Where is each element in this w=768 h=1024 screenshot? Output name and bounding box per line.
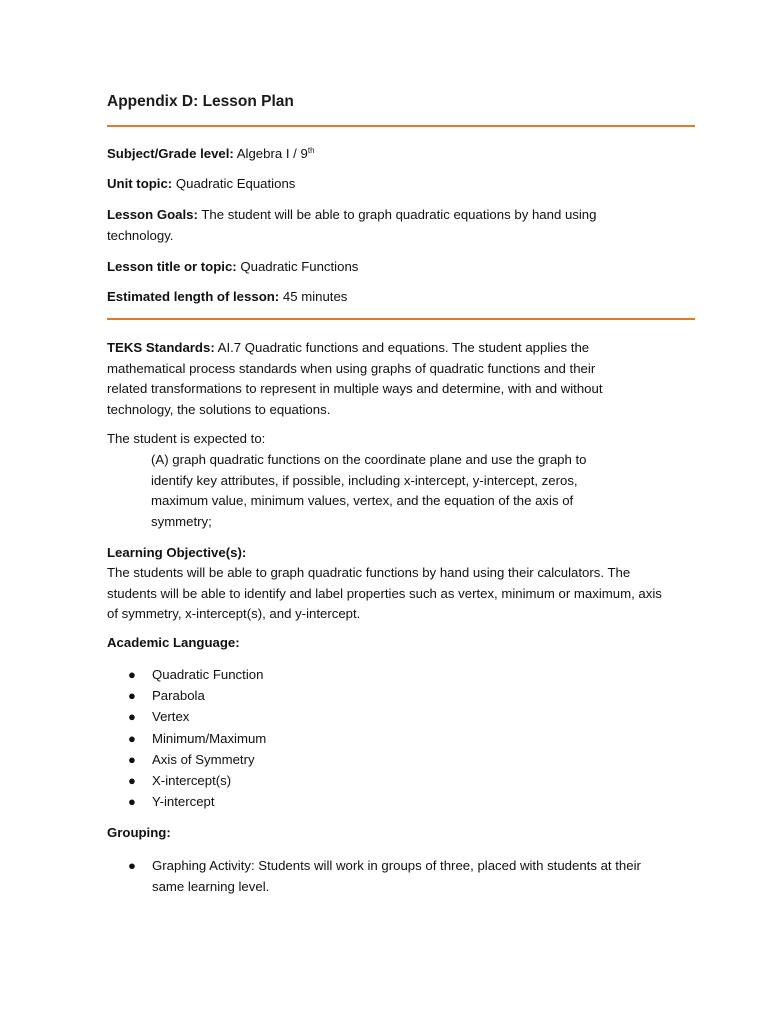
list-item: ● Vertex: [107, 707, 266, 728]
lesson-length-field: [107, 287, 667, 308]
subject-grade-label: Subject/Grade level:: [107, 146, 234, 161]
bullet-icon: ●: [128, 667, 136, 682]
lesson-goals-field: [107, 205, 627, 246]
academic-language-list: [107, 665, 266, 813]
learning-objectives-label: Learning Objective(s):: [107, 545, 247, 560]
list-item: ● Axis of Symmetry: [107, 750, 266, 771]
page-title: Appendix D: Lesson Plan: [107, 93, 294, 110]
lesson-goals-value: The student will be able to graph quadratic equations by hand using technology.: [107, 207, 597, 243]
bullet-icon: ●: [128, 794, 136, 810]
subject-grade-value: Algebra I / 9: [236, 146, 308, 161]
unit-topic-field: [107, 174, 667, 195]
teks-standards-label: TEKS Standards:: [107, 340, 215, 355]
list-item: ● Minimum/Maximum: [107, 729, 266, 750]
expected-intro: The student is expected to:: [107, 431, 266, 446]
list-item: ● X-intercept(s): [107, 771, 266, 792]
teks-standards-field: [107, 338, 612, 420]
grouping-label: Grouping:: [107, 825, 171, 840]
list-item: ● Y-intercept: [107, 792, 266, 813]
academic-language-label: Academic Language:: [107, 635, 240, 650]
orange-divider-bottom: [107, 318, 695, 320]
subject-grade-field: [107, 144, 667, 165]
orange-divider-top: [107, 125, 695, 127]
lesson-length-value: 45 minutes: [282, 289, 348, 304]
lesson-length-label: Estimated length of lesson:: [107, 289, 280, 304]
unit-topic-label: Unit topic:: [107, 176, 173, 191]
learning-objectives-text: The students will be able to graph quadratic functions by hand using their calculators. The students will be able to identify and label properties such as vertex, minimum or maximum, axis of symmetry, x-intercept(s), and y-intercept.: [107, 565, 662, 621]
list-item: ● Parabola: [107, 686, 266, 707]
lesson-title-label: Lesson title or topic:: [107, 259, 237, 274]
bullet-icon: ●: [128, 751, 136, 767]
lesson-title-field: [107, 257, 667, 278]
bullet-icon: ●: [128, 709, 136, 725]
bullet-icon: ●: [128, 688, 136, 704]
lesson-title-value: Quadratic Functions: [240, 259, 359, 274]
bullet-icon: ●: [128, 730, 136, 746]
expected-item-a: (A) graph quadratic functions on the coordinate plane and use the graph to identify key attributes, if possible, including x-intercept, y-intercept, zeros, maximum value, minimum values, vertex, and the equation of the axis of symmetry;: [151, 452, 587, 529]
unit-topic-value: Quadratic Equations: [175, 176, 296, 191]
bullet-icon: ●: [128, 858, 136, 873]
teks-standards-value: AI.7 Quadratic functions and equations. The student applies the mathematical process standards when using graphs of quadratic functions and their related transformations to represent in multiple ways and determine, with and without technology, the solutions to equations.: [107, 340, 603, 417]
list-item: ● Quadratic Function: [107, 665, 266, 686]
grade-superscript: th: [307, 146, 315, 155]
bullet-icon: ●: [128, 772, 136, 788]
lesson-goals-label: Lesson Goals:: [107, 207, 198, 222]
